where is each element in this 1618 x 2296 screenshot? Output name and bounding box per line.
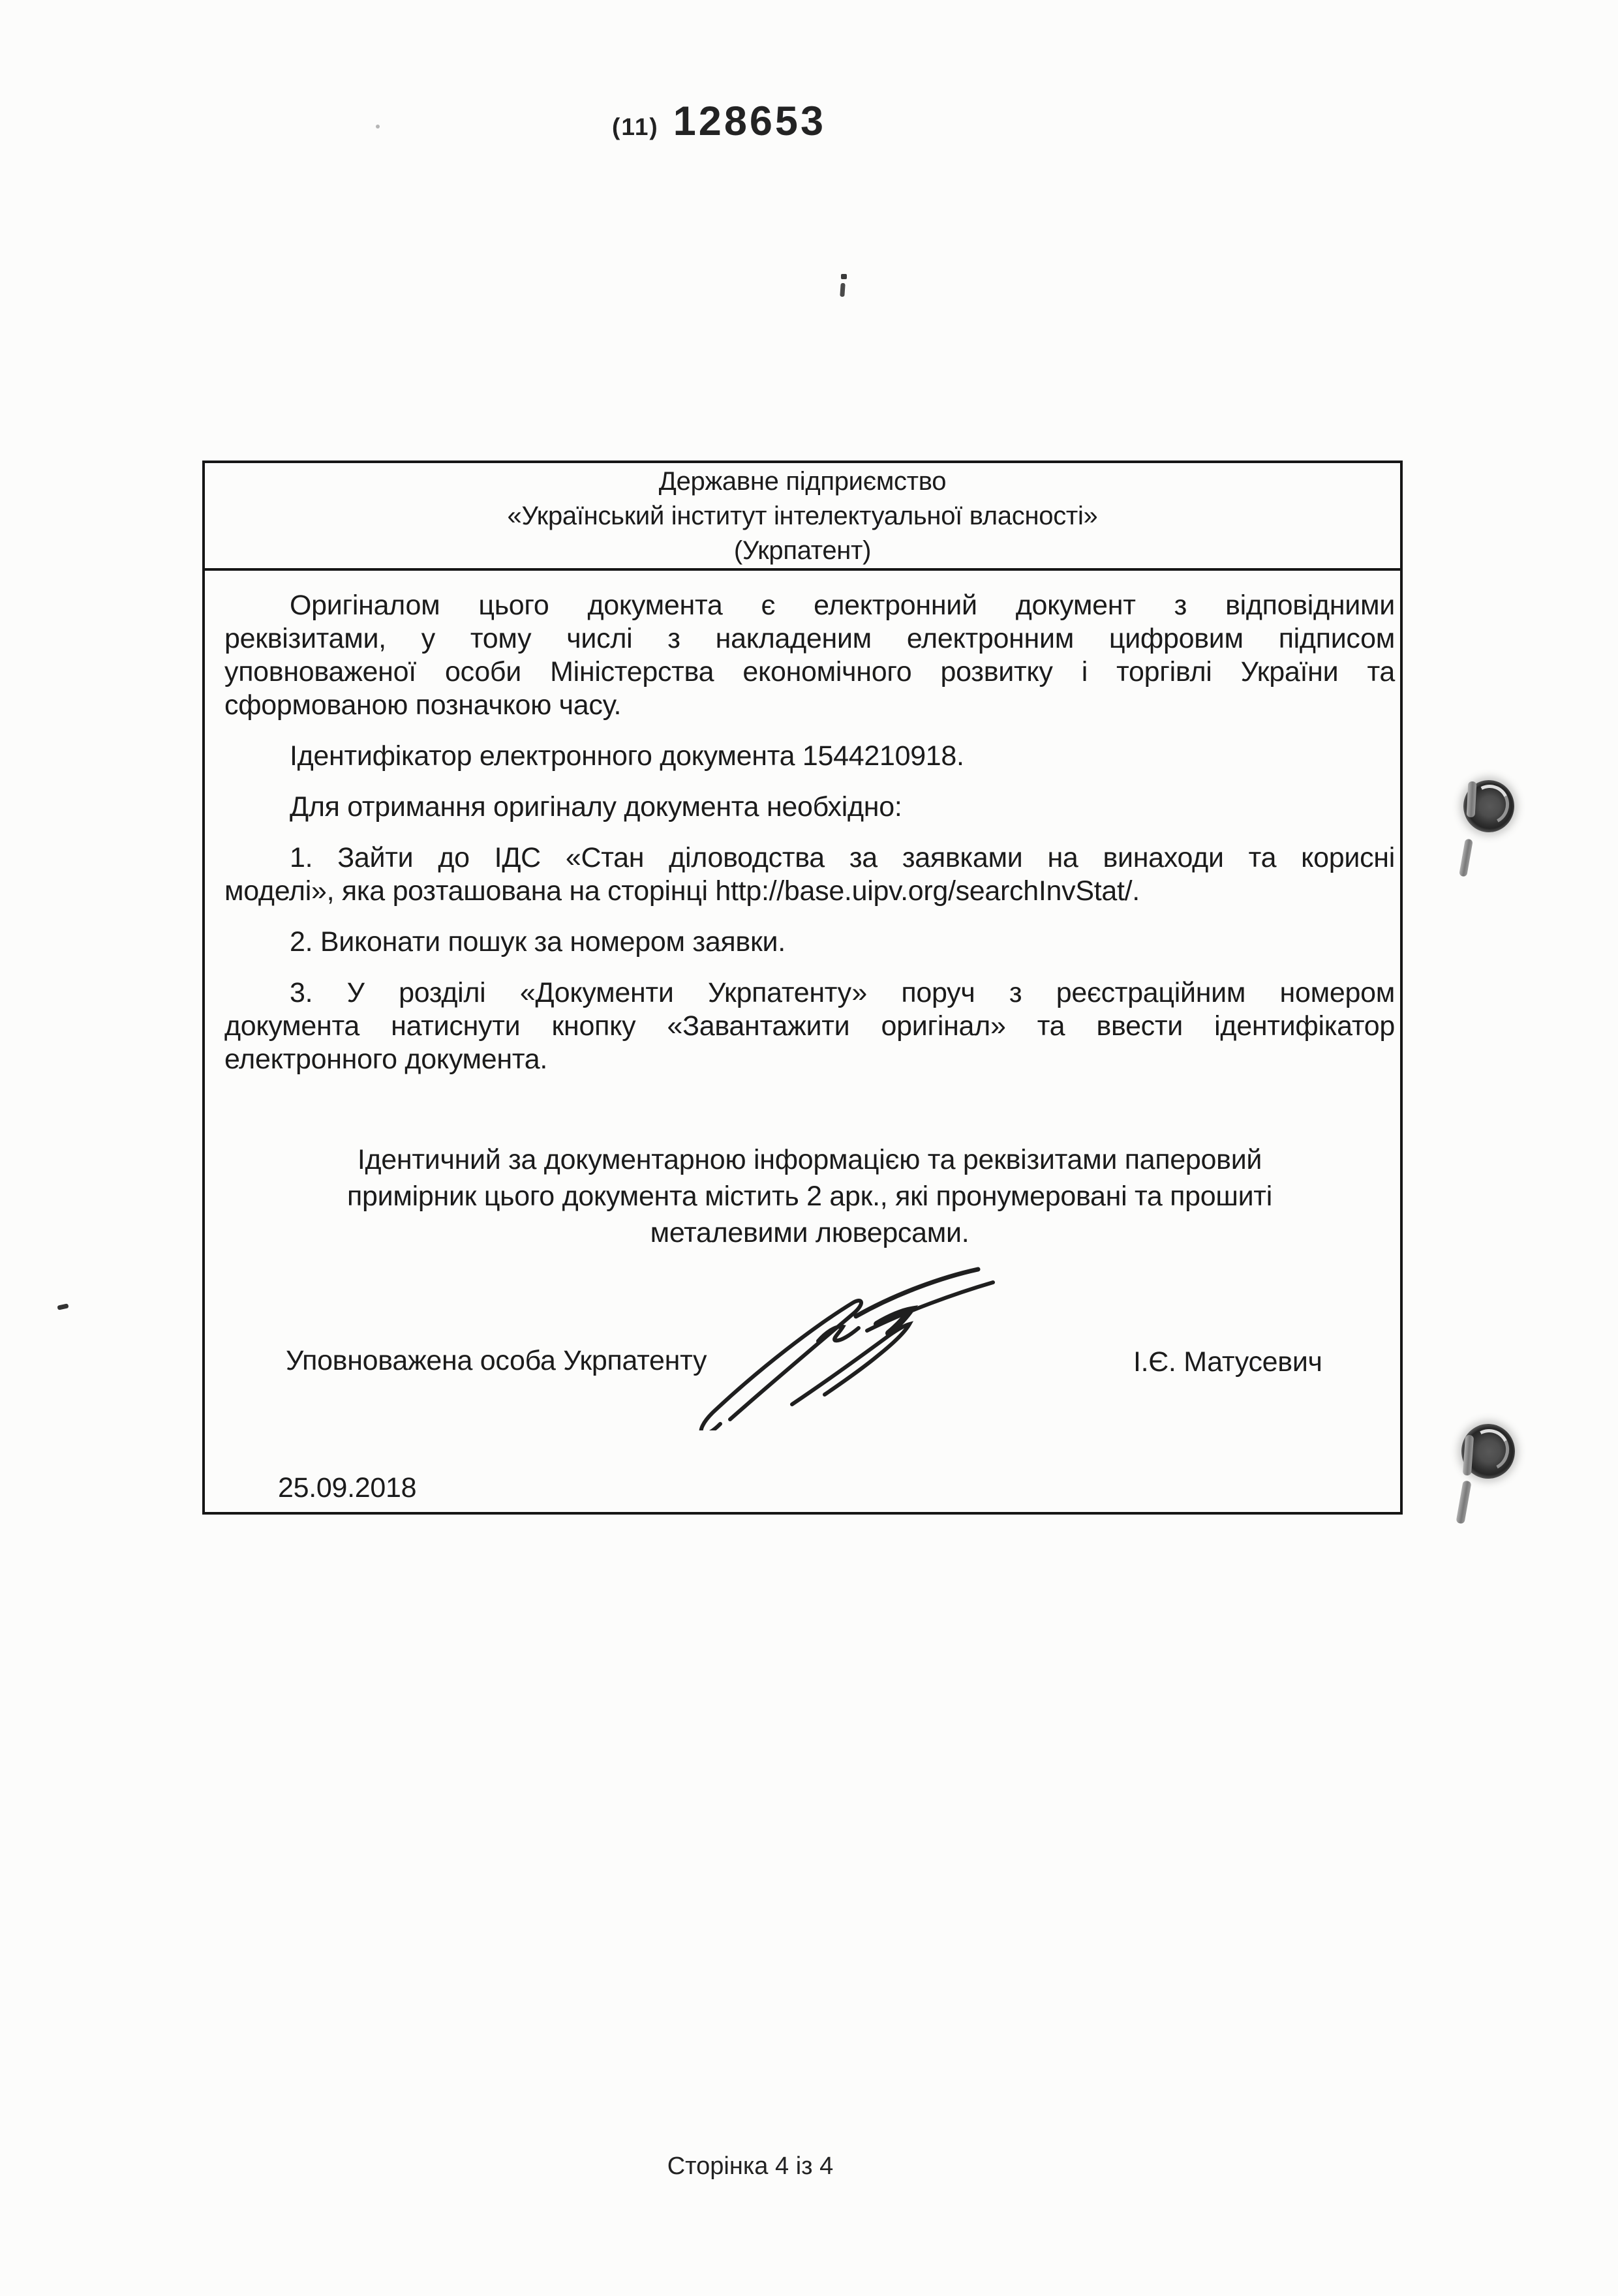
inid-code-label: (11) — [612, 113, 659, 140]
text-line: сформованою позначкою часу. — [224, 689, 622, 721]
organization-header — [205, 463, 1400, 571]
scan-speck — [840, 283, 845, 297]
text-line: Ідентифікатор електронного документа 1544210918. — [290, 740, 964, 772]
patent-number: 128653 — [673, 98, 826, 144]
text-line: Оригіналом цього документа є електронний документ з відповідними — [290, 590, 1395, 621]
paragraph-document-identifier — [224, 740, 1395, 773]
text-line: 1. Зайти до ІДС «Стан діловодства за заявками на винаходи та корисні — [290, 842, 1395, 873]
signatory-name: І.Є. Матусевич — [1133, 1346, 1322, 1378]
scan-speck — [57, 1303, 69, 1310]
text-line: металевими люверсами. — [650, 1217, 969, 1248]
org-short-name-line: (Укрпатент) — [733, 536, 872, 565]
text-line: Ідентичний за документарною інформацією та реквізитами паперовий — [357, 1144, 1262, 1175]
paragraph-step-1 — [224, 841, 1395, 908]
text-line: 2. Виконати пошук за номером заявки. — [290, 926, 786, 958]
paragraph-step-2 — [224, 926, 1395, 959]
org-name-line: «Український інститут інтелектуальної власності» — [507, 502, 1098, 530]
text-line: реквізитами, у тому числі з накладеним електронним цифровим підписом — [224, 623, 1395, 654]
paper-copy-note — [224, 1141, 1395, 1251]
certification-text — [205, 571, 1400, 1505]
text-line: документа натиснути кнопку «Завантажити оригінал» та ввести ідентифікатор — [224, 1010, 1395, 1042]
certification-box — [202, 461, 1403, 1515]
text-line: примірник цього документа містить 2 арк., які пронумеровані та прошиті — [347, 1181, 1272, 1212]
page-indicator: Сторінка 4 із 4 — [667, 2152, 834, 2180]
binding-thread-icon — [1456, 1480, 1471, 1524]
text-line: 3. У розділі «Документи Укрпатенту» поруч з реєстраційним номером — [290, 977, 1395, 1008]
text-line: Для отримання оригіналу документа необхідно: — [290, 791, 902, 823]
paragraph-step-3 — [224, 976, 1395, 1076]
text-line-with-url: моделі», яка розташована на сторінці http://base.uipv.org/searchInvStat/. — [224, 875, 1140, 907]
document-date: 25.09.2018 — [278, 1472, 417, 1503]
binding-thread-icon — [1459, 838, 1473, 877]
signature-row — [224, 1264, 1395, 1421]
org-type-line: Державне підприємство — [658, 467, 947, 496]
document-number — [612, 98, 826, 145]
text-line: електронного документа. — [224, 1044, 548, 1075]
paragraph-original-document — [224, 589, 1395, 722]
paragraph-howto-intro — [224, 791, 1395, 824]
scan-speck — [376, 125, 380, 128]
text-line: уповноваженої особи Міністерства економічного розвитку і торгівлі України та — [224, 656, 1395, 687]
authorized-person-label: Уповноважена особа Укрпатенту — [286, 1345, 707, 1376]
handwritten-signature-icon — [681, 1264, 1007, 1430]
scan-speck — [841, 274, 847, 279]
